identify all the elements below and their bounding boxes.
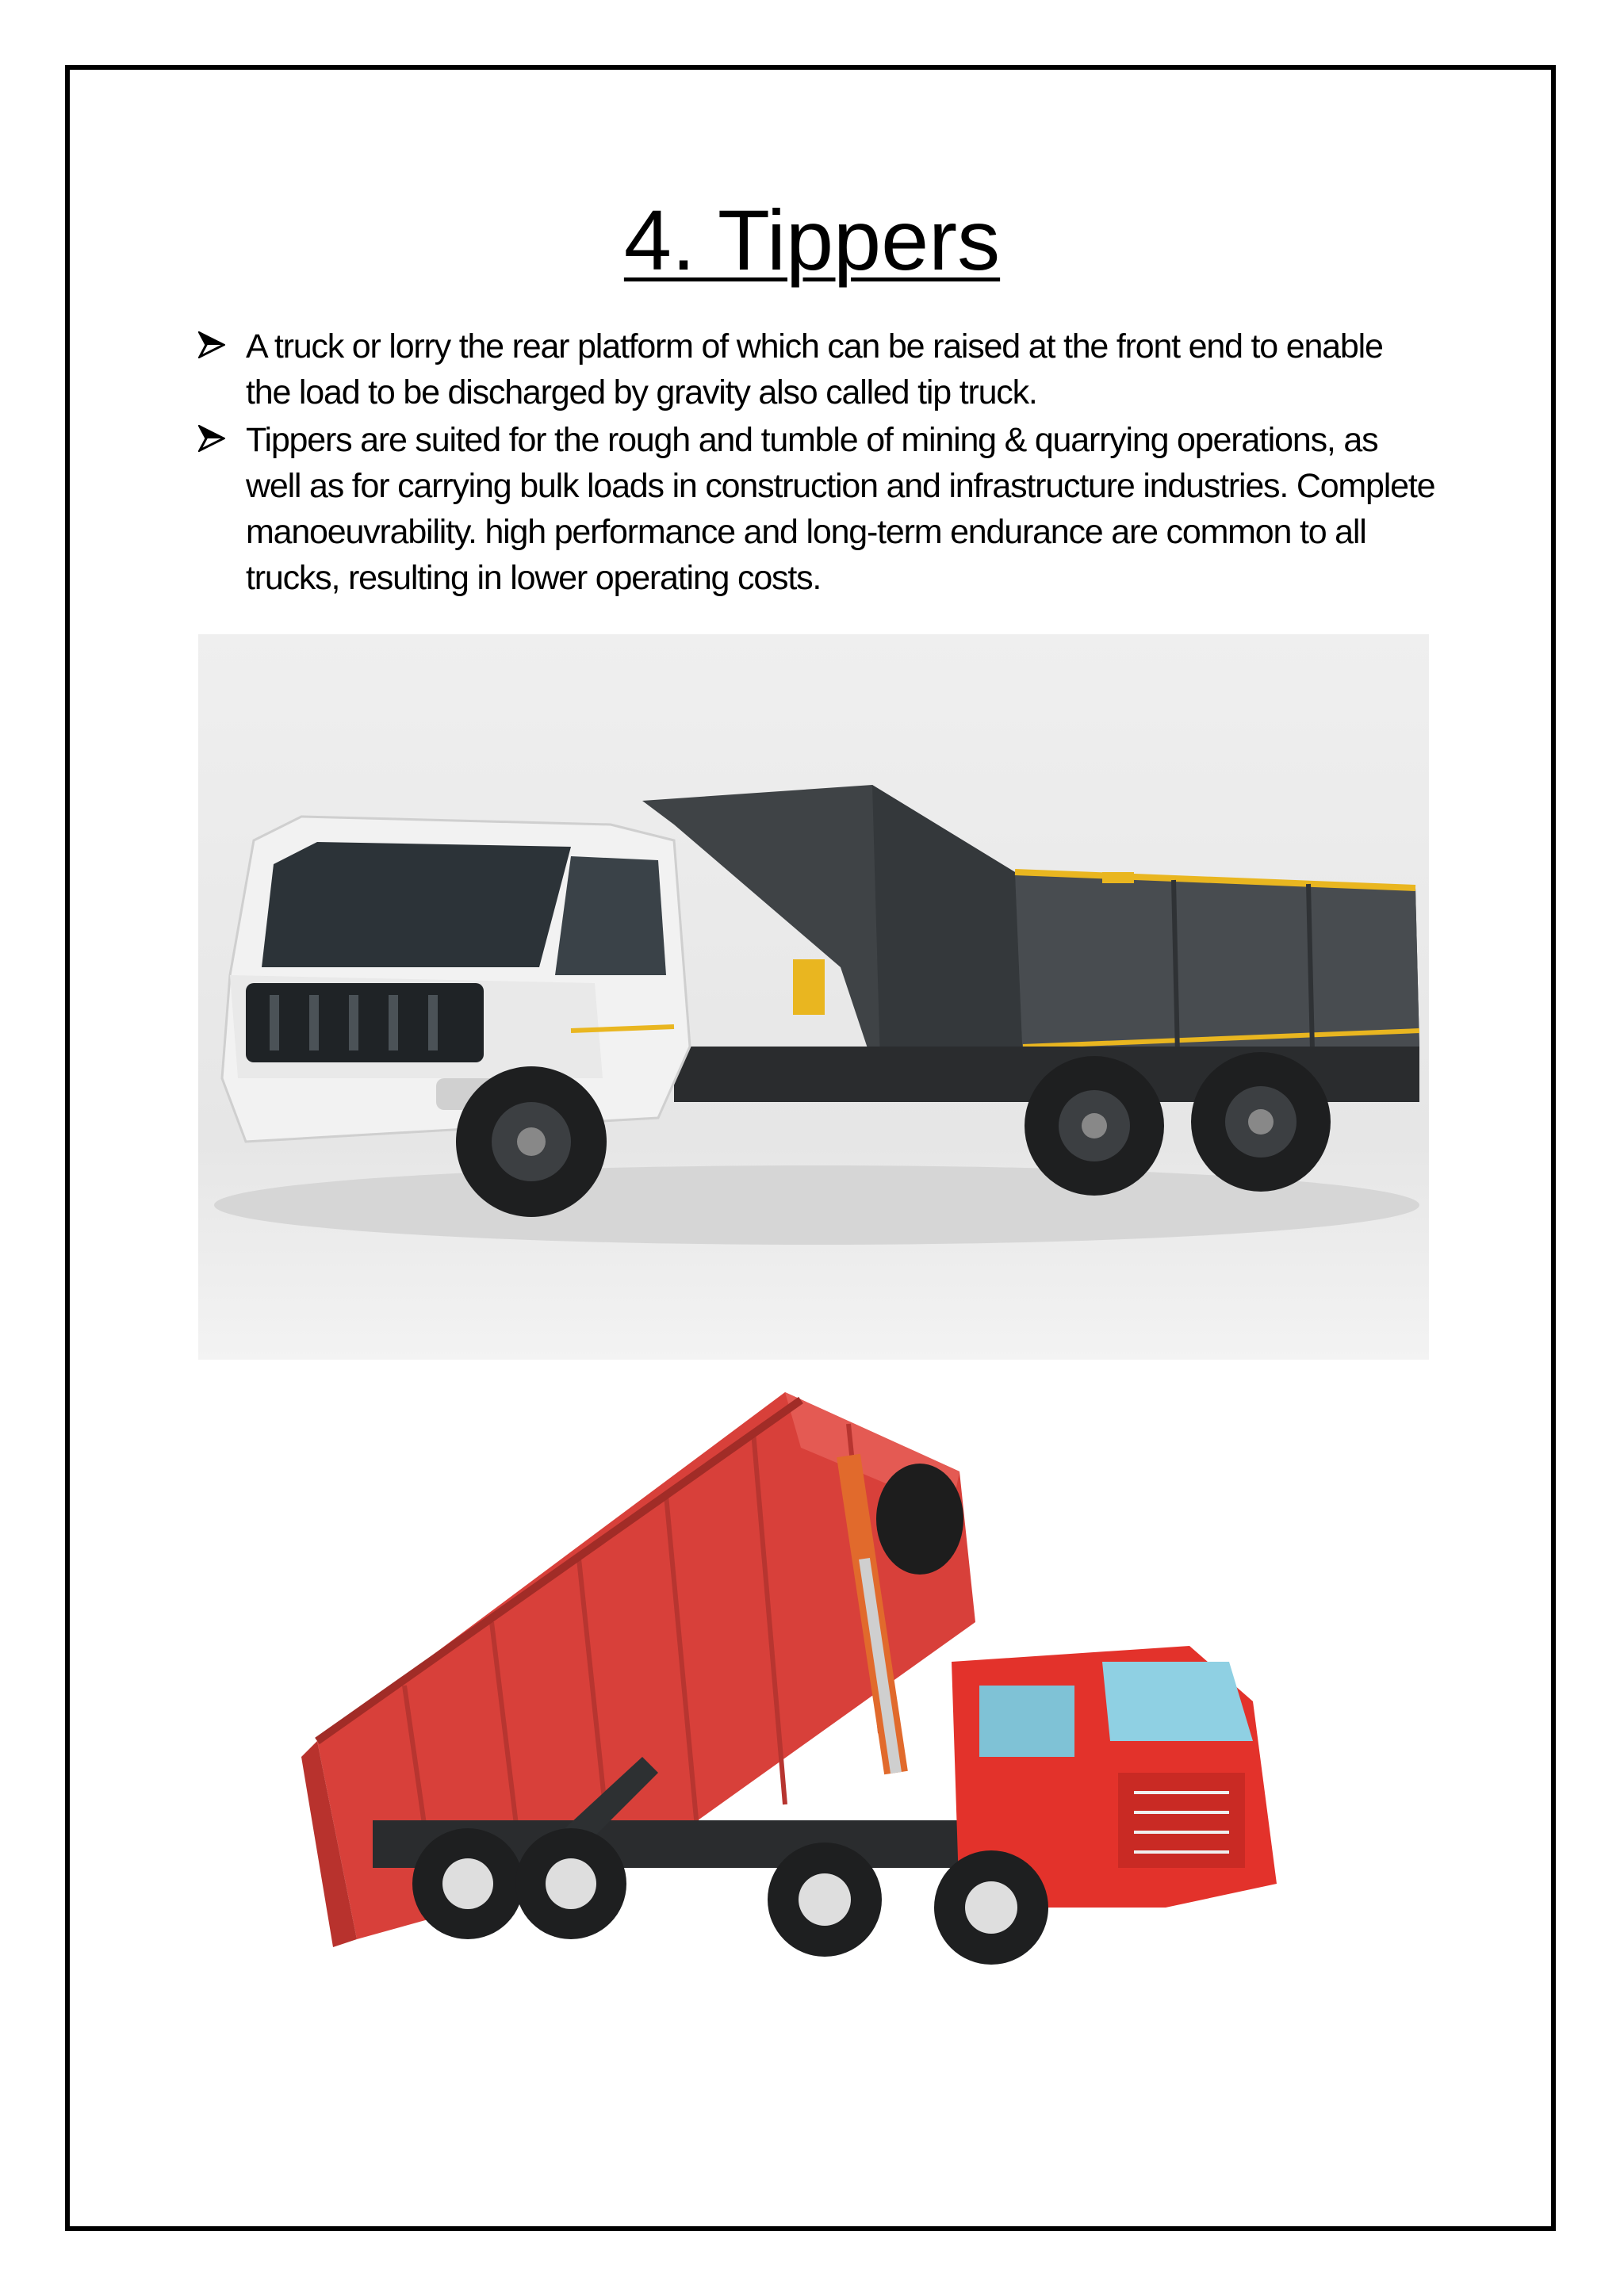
arrowhead-bullet-icon xyxy=(198,331,225,358)
bullet-list xyxy=(198,323,1435,601)
list-item xyxy=(198,323,1435,415)
arrowhead-bullet-icon xyxy=(198,425,225,452)
page-title: 4. Tippers xyxy=(623,192,1001,288)
red-tipper-raised-bed-photo xyxy=(198,1360,1429,2074)
bullet-text: Tippers are suited for the rough and tumble of mining & quarrying operations, as well as for carrying bulk loads in construction and infrastructure industries. Complete manoeuvrability. high performance and long-term endurance are common to all trucks, resulting in lower operating costs. xyxy=(246,421,1435,597)
list-item xyxy=(198,417,1435,601)
bullet-text: A truck or lorry the rear platform of which can be raised at the front end to enable the load to be discharged by gravity also called tip truck. xyxy=(246,327,1383,411)
white-cab-dump-truck-photo xyxy=(198,634,1429,1360)
